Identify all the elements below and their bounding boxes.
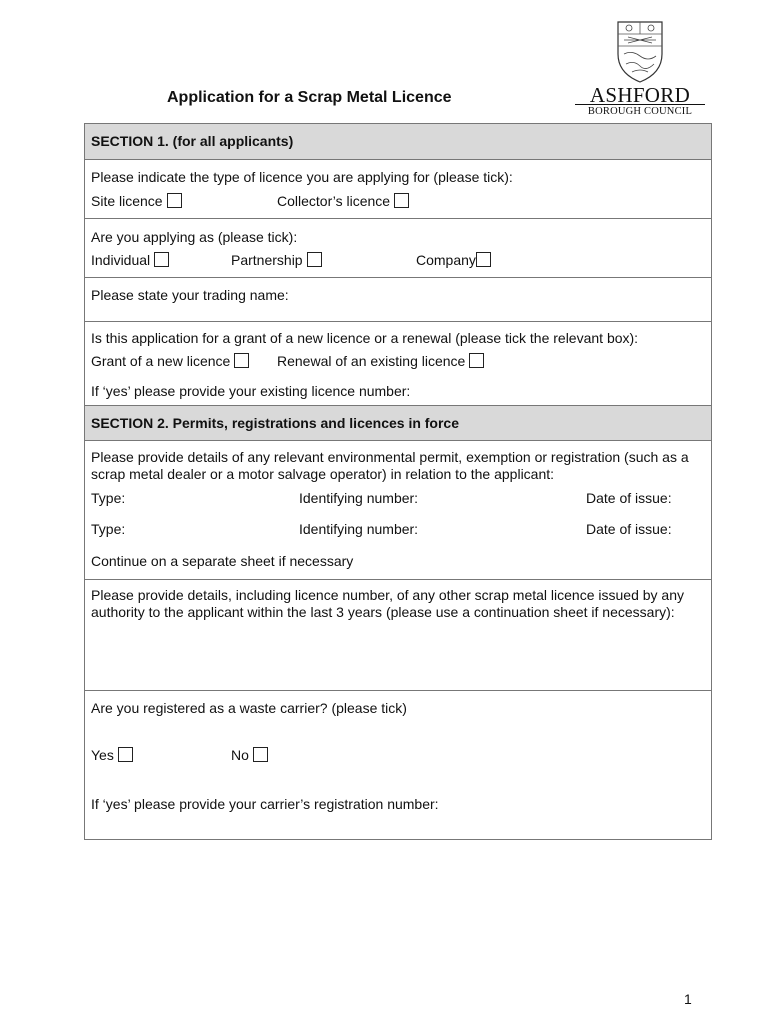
grant-new-option [91,353,249,369]
individual-checkbox[interactable] [154,252,169,267]
company-label: Company [416,252,476,268]
waste-carrier-question: Are you registered as a waste carrier? (please tick) [91,700,407,716]
company-option [416,252,491,268]
permit-date-label-1[interactable]: Date of issue: [586,490,672,506]
other-licences-block[interactable] [85,579,711,690]
council-subtitle: BOROUGH COUNCIL [575,104,705,117]
trading-name-block[interactable] [85,277,711,321]
council-name: ASHFORD [589,83,691,107]
site-licence-checkbox[interactable] [167,193,182,208]
existing-licence-number-prompt[interactable]: If ‘yes’ please provide your existing licence number: [91,383,411,399]
permits-question: Please provide details of any relevant environmental permit, exemption or registration (such as a scrap metal dealer or a motor salvage operator) in relation to the applicant: [91,449,689,482]
permit-type-label-1[interactable]: Type: [91,490,126,506]
individual-label: Individual [91,252,151,268]
renewal-checkbox[interactable] [469,353,484,368]
permit-type-label-2[interactable]: Type: [91,521,126,537]
yes-label: Yes [91,747,114,763]
page-title: Application for a Scrap Metal Licence [167,89,452,106]
collector-licence-checkbox[interactable] [394,193,409,208]
grant-renewal-block [85,321,711,405]
section2-heading: SECTION 2. Permits, registrations and licences in force [85,405,711,440]
site-licence-option [91,193,182,209]
grant-new-label: Grant of a new licence [91,353,231,369]
licence-type-block [85,159,711,218]
application-form [84,123,712,840]
grant-new-checkbox[interactable] [234,353,249,368]
permit-date-label-2[interactable]: Date of issue: [586,521,672,537]
no-option [231,747,268,763]
page-number: 1 [684,991,692,1007]
individual-option [91,252,169,268]
carrier-registration-prompt[interactable]: If ‘yes’ please provide your carrier’s registration number: [91,796,439,812]
permit-id-label-1[interactable]: Identifying number: [299,490,419,506]
partnership-label: Partnership [231,252,303,268]
council-crest-icon [612,20,668,84]
grant-renewal-question: Is this application for a grant of a new licence or a renewal (please tick the relevant box): [91,330,639,346]
section1-heading: SECTION 1. (for all applicants) [85,124,711,159]
applying-as-question: Are you applying as (please tick): [91,229,298,245]
site-licence-label: Site licence [91,193,163,209]
licence-type-question: Please indicate the type of licence you are applying for (please tick): [91,169,513,185]
yes-checkbox[interactable] [118,747,133,762]
yes-option [91,747,133,763]
renewal-option [277,353,484,369]
partnership-option [231,252,322,268]
partnership-checkbox[interactable] [307,252,322,267]
no-checkbox[interactable] [253,747,268,762]
waste-carrier-block [85,690,711,839]
renewal-label: Renewal of an existing licence [277,353,466,369]
other-licences-question: Please provide details, including licence number, of any other scrap metal licence issued by any authority to the applicant within the last 3 years (please use a continuation sheet if necessary): [91,587,684,620]
trading-name-question: Please state your trading name: [91,287,289,303]
permit-id-label-2[interactable]: Identifying number: [299,521,419,537]
continue-note: Continue on a separate sheet if necessary [91,553,354,569]
no-label: No [231,747,249,763]
applying-as-block [85,218,711,277]
permits-block [85,440,711,579]
collector-licence-option [277,193,409,209]
collector-licence-label: Collector’s licence [277,193,391,209]
company-checkbox[interactable] [476,252,491,267]
